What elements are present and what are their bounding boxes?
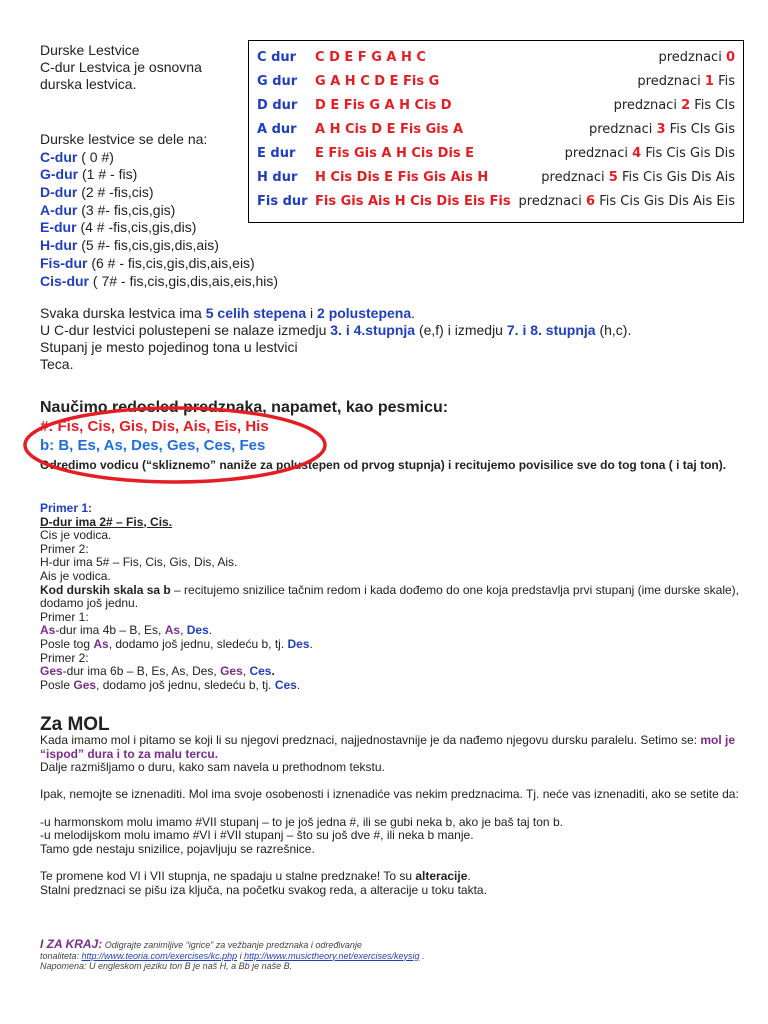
minor-heading: Za MOL [40,714,110,735]
footer-line: tonaliteta: http://www.teoria.com/exercises/kc.php i http://www.musictheory.net/exercises/keysig . [40,950,425,961]
text-paragraph: Stalni predznaci se pišu iza ključa, na početku svakog reda, a alteracije u toku takta. [40,882,487,897]
example-line: Ges-dur ima 6b – B, Es, As, Des, Ges, Ces. [40,664,275,679]
text-paragraph: -u harmonskom molu imamo #VII stupanj – to je još jedna #, ili se gubi neka b, ako je baš taj ton b. [40,814,563,829]
example-note: Ais je vodica. [40,568,111,583]
footer-line: I ZA KRAJ: Odigrajte zanimljive “igrice” za vežbanje predznaka i određivanje [40,937,362,951]
list-item: G-dur (1 # - fis) [40,166,138,183]
list-item: Fis-dur (6 # - fis,cis,gis,dis,ais,eis) [40,254,255,271]
intro-title: Durske Lestvice [40,42,140,58]
example-note: Posle tog As, dodamo još jednu, sledeću b, tj. Des. [40,636,313,651]
list-item: E-dur (4 # -fis,cis,gis,dis) [40,219,197,236]
table-row: C dur C D E F G A H C predznaci 0 [257,50,735,65]
intro-line: durska lestvica. [40,76,137,92]
list-item: A-dur (3 #- fis,cis,gis) [40,201,176,218]
flat-rule: Kod durskih skala sa b – recitujemo snizilice tačnim redom i kada dođemo do one koja predstavlja prvi stupanj (ime durske skale), dodamo još jednu. [40,582,739,611]
musictheory-link[interactable]: http://www.musictheory.net/exercises/keysig [244,950,420,961]
teoria-link[interactable]: http://www.teoria.com/exercises/kc.php [81,950,238,961]
scale-structure-paragraph [40,305,631,373]
example-title: Primer 1: [40,501,93,515]
table-row: G dur G A H C D E Fis G predznaci 1 Fis [257,74,735,89]
text-line: Stupanj je mesto pojedinog tona u lestvici [40,339,298,355]
example-title: Primer 1: [40,609,89,624]
highlight-oval [22,404,328,486]
major-scales-list [40,131,278,290]
minor-section [40,734,740,897]
example-note: Cis je vodica. [40,528,112,543]
text-line: U C-dur lestvici polustepeni se nalaze izmedju 3. i 4.stupnja (e,f) i izmedju 7. i 8. stupnja (h,c). [40,322,632,338]
table-row: E dur E Fis Gis A H Cis Dis E predznaci 4 Fis Cis Gis Dis [257,146,735,161]
footer-note [40,939,740,972]
text-paragraph: Tamo gde nestaju snizilice, pojavljuju se razrešnice. [40,841,315,856]
example-line: D-dur ima 2# – Fis, Cis. [40,514,173,529]
scale-table [248,40,744,223]
table-row: A dur A H Cis D E Fis Gis A predznaci 3 Fis CIs Gis [257,122,735,137]
flats-order: b: B, Es, As, Des, Ges, Ces, Fes [40,437,266,454]
text-paragraph: Ipak, nemojte se iznenaditi. Mol ima svoje osobenosti i iznenadiće vas nekim predznacima. Tj. neće vas iznenaditi, ako se setite da: [40,787,739,802]
table-row: Fis dur Fis Gis Ais H Cis Dis Eis Fis predznaci 6 Fis Cis Gis Dis Ais Eis [257,194,735,209]
example-line: H-dur ima 5# – Fis, Cis, Gis, Dis, Ais. [40,555,238,570]
text-line: Svaka durska lestvica ima 5 celih stepena i 2 polustepena. [40,305,416,321]
text-line: Teca. [40,356,74,372]
list-item: C-dur ( 0 #) [40,148,114,165]
example-title: Primer 2: [40,650,89,665]
example-line: As-dur ima 4b – B, Es, As, Des. [40,623,213,638]
list-heading: Durske lestvice se dele na: [40,131,208,147]
intro-line: C-dur Lestvica je osnovna [40,59,202,75]
text-paragraph: -u melodijskom molu imamo #VI i #VII stupanj – što su još dve #, ili neka b manje. [40,828,474,843]
intro-block [40,42,202,93]
list-item: Cis-dur ( 7# - fis,cis,gis,dis,ais,eis,his) [40,272,279,289]
table-row: D dur D E Fis G A H Cis D predznaci 2 Fis CIs [257,98,735,113]
instruction-text: Odredimo vodicu (“skliznemo” naniže za polustepen od prvog stupnja) i recitujemo povisilice sve do tog tona ( i taj ton). [40,458,727,472]
text-paragraph: Te promene kod VI i VII stupnja, ne spadaju u stalne predznake! To su alteracije. [40,868,471,883]
examples-block [40,502,740,692]
text-paragraph: Dalje razmišljamo o duru, kako sam navela u prethodnom tekstu. [40,760,385,775]
sharps-order: #: Fis, Cis, Gis, Dis, Ais, Eis, His [40,418,269,435]
footer-line: Napomena: U engleskom jeziku ton B je naš H, a Bb je naše B. [40,961,293,971]
example-note: Posle Ges, dodamo još jednu, sledeću b, tj. Ces. [40,677,301,692]
table-row: H dur H Cis Dis E Fis Gis Ais H predznaci 5 Fis Cis Gis Dis Ais [257,170,735,185]
example-title: Primer 2: [40,541,89,556]
text-paragraph: Kada imamo mol i pitamo se koji li su njegovi predznaci, najjednostavnije je da nađemo njegovu dursku paralelu. Setimo se: mol je “ispod” dura i to za malu tercu. [40,733,736,761]
list-item: H-dur (5 #- fis,cis,gis,dis,ais) [40,237,219,254]
list-item: D-dur (2 # -fis,cis) [40,184,154,201]
section-heading: Naučimo redosled predznaka, napamet, kao pesmicu: [40,399,449,416]
